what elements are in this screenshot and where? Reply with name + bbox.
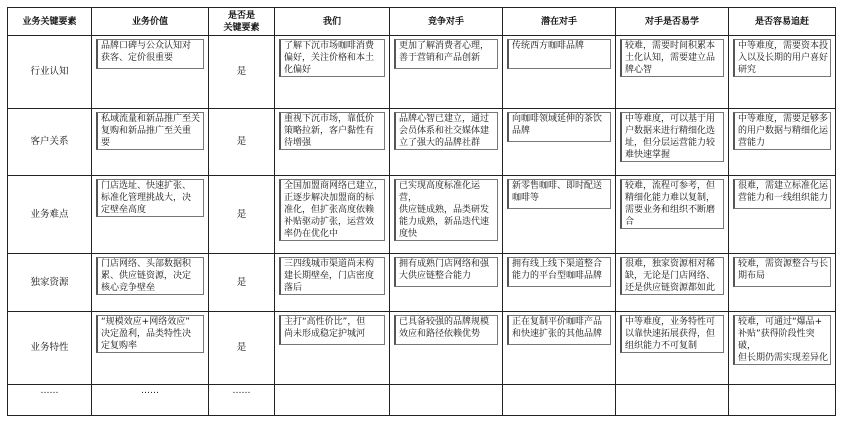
competitor-cell: 已实现高度标准化运营， 供应链成熟，品类研发 能力成熟，新品迭代速 度快 — [394, 179, 498, 241]
easy-learn-cell: 较难，流程可参考，但 精细化能力难以复制， 需要业务和组织不断磨 合 — [620, 179, 724, 229]
is-key-cell: 是 — [209, 254, 275, 312]
header-easy-catch: 是否容易追赶 — [729, 8, 836, 36]
competitor-cell: 品牌心智已建立，通过 会员体系和社交媒体建 立了强大的品牌社群 — [394, 112, 498, 150]
table-row — [8, 109, 836, 176]
easy-learn-cell: 很难，独家资源相对稀 缺，无论是门店网络、 还是供应链资源都如此 — [620, 257, 724, 295]
easy-learn-cell: 中等难度，可以基于用 户数据来进行精细化选 址，但分层运营能力较 难快速掌握 — [620, 112, 724, 162]
factor-cell: 客户关系 — [8, 109, 92, 176]
table-row — [8, 254, 836, 312]
potential-cell: 拥有线上线下渠道整合 能力的平台型咖啡品牌 — [507, 257, 611, 287]
potential-cell: 正在复制平价咖啡产品 和快速扩张的其他品牌 — [507, 315, 611, 345]
value-cell: 私域流量和新品推广至关 复购和新品推广至关重 要 — [96, 112, 204, 150]
us-cell: 了解下沉市场咖啡消费 偏好，关注价格和本土 化偏好 — [279, 39, 385, 77]
competitor-cell: 更加了解消费者心理， 善于营销和产品创新 — [394, 39, 498, 69]
empty-cell — [390, 385, 503, 416]
easy-catch-cell: 中等难度，需要足够多 的用户数据与精细化运 营能力 — [733, 112, 831, 150]
potential-cell: 向咖啡领域延伸的茶饮 品牌 — [507, 112, 611, 142]
potential-cell: 传统西方咖啡品牌 — [507, 39, 611, 69]
table-row — [8, 312, 836, 385]
easy-learn-cell: 中等难度，业务特性可 以靠快速拓展获得，但 组织能力不可复制 — [620, 315, 724, 353]
us-cell: 三四线城市渠道尚未构 建长期壁垒，门店密度 落后 — [279, 257, 385, 295]
header-factor: 业务关键要素 — [8, 8, 92, 36]
value-cell: 品牌口碑与公众认知对 获客、定价很重要 — [96, 39, 204, 69]
competitor-cell: 已具备较强的品牌规模 效应和路径依赖优势 — [394, 315, 498, 345]
ellipsis-value: …… — [92, 385, 209, 416]
us-cell: 主打“高性价比”，但 尚未形成稳定护城河 — [279, 315, 385, 345]
header-easy-learn: 对手是否易学 — [616, 8, 729, 36]
is-key-cell: 是 — [209, 36, 275, 109]
potential-cell: 新零售咖啡、即时配送 咖啡等 — [507, 179, 611, 209]
us-cell: 重视下沉市场，靠低价 策略拉新，客户黏性有 待增强 — [279, 112, 385, 150]
empty-cell — [729, 385, 836, 416]
header-competitor: 竞争对手 — [390, 8, 503, 36]
factor-cell: 业务特性 — [8, 312, 92, 385]
ellipsis-key: …… — [209, 385, 275, 416]
is-key-cell: 是 — [209, 312, 275, 385]
easy-catch-cell: 较难，需资源整合与长 期布局 — [733, 257, 831, 287]
header-value: 业务价值 — [92, 8, 209, 36]
factor-cell: 行业认知 — [8, 36, 92, 109]
table-row — [8, 176, 836, 254]
value-cell: “规模效应+网络效应” 决定盈利，品类特性决 定复购率 — [96, 315, 204, 353]
is-key-cell: 是 — [209, 109, 275, 176]
ellipsis-row — [8, 385, 836, 416]
header-us: 我们 — [275, 8, 390, 36]
us-cell: 全国加盟商网络已建立， 正逐步解决加盟商的标 准化，但扩张高度依赖 补贴驱动扩张，运营效 率仍在优化中 — [279, 179, 385, 241]
competitor-cell: 拥有成熟门店网络和强 大供应链整合能力 — [394, 257, 498, 287]
empty-cell — [503, 385, 616, 416]
ellipsis-factor: …… — [8, 385, 92, 416]
empty-cell — [275, 385, 390, 416]
empty-cell — [616, 385, 729, 416]
factor-cell: 独家资源 — [8, 254, 92, 312]
value-cell: 门店网络、头部数据积 累、供应链资源，决定 核心竞争壁垒 — [96, 257, 204, 295]
easy-catch-cell: 较难，可通过“爆品+ 补贴”获得阶段性突破， 但长期仍需实现差异化 — [733, 315, 831, 365]
easy-catch-cell: 很难，需建立标准化运 营能力和一线组织能力 — [733, 179, 831, 209]
easy-learn-cell: 较难，需要时间积累本 土化认知，需要建立品 牌心智 — [620, 39, 724, 77]
table-row — [8, 36, 836, 109]
is-key-cell: 是 — [209, 176, 275, 254]
header-row — [8, 8, 836, 36]
easy-catch-cell: 中等难度，需要资本投 入以及长期的用户喜好 研究 — [733, 39, 831, 77]
analysis-table — [7, 7, 836, 416]
header-potential: 潜在对手 — [503, 8, 616, 36]
factor-cell: 业务难点 — [8, 176, 92, 254]
header-is-key: 是否是 关键要素 — [209, 8, 275, 36]
value-cell: 门店选址、快速扩张、 标准化管理挑战大，决 定壁垒高度 — [96, 179, 204, 217]
